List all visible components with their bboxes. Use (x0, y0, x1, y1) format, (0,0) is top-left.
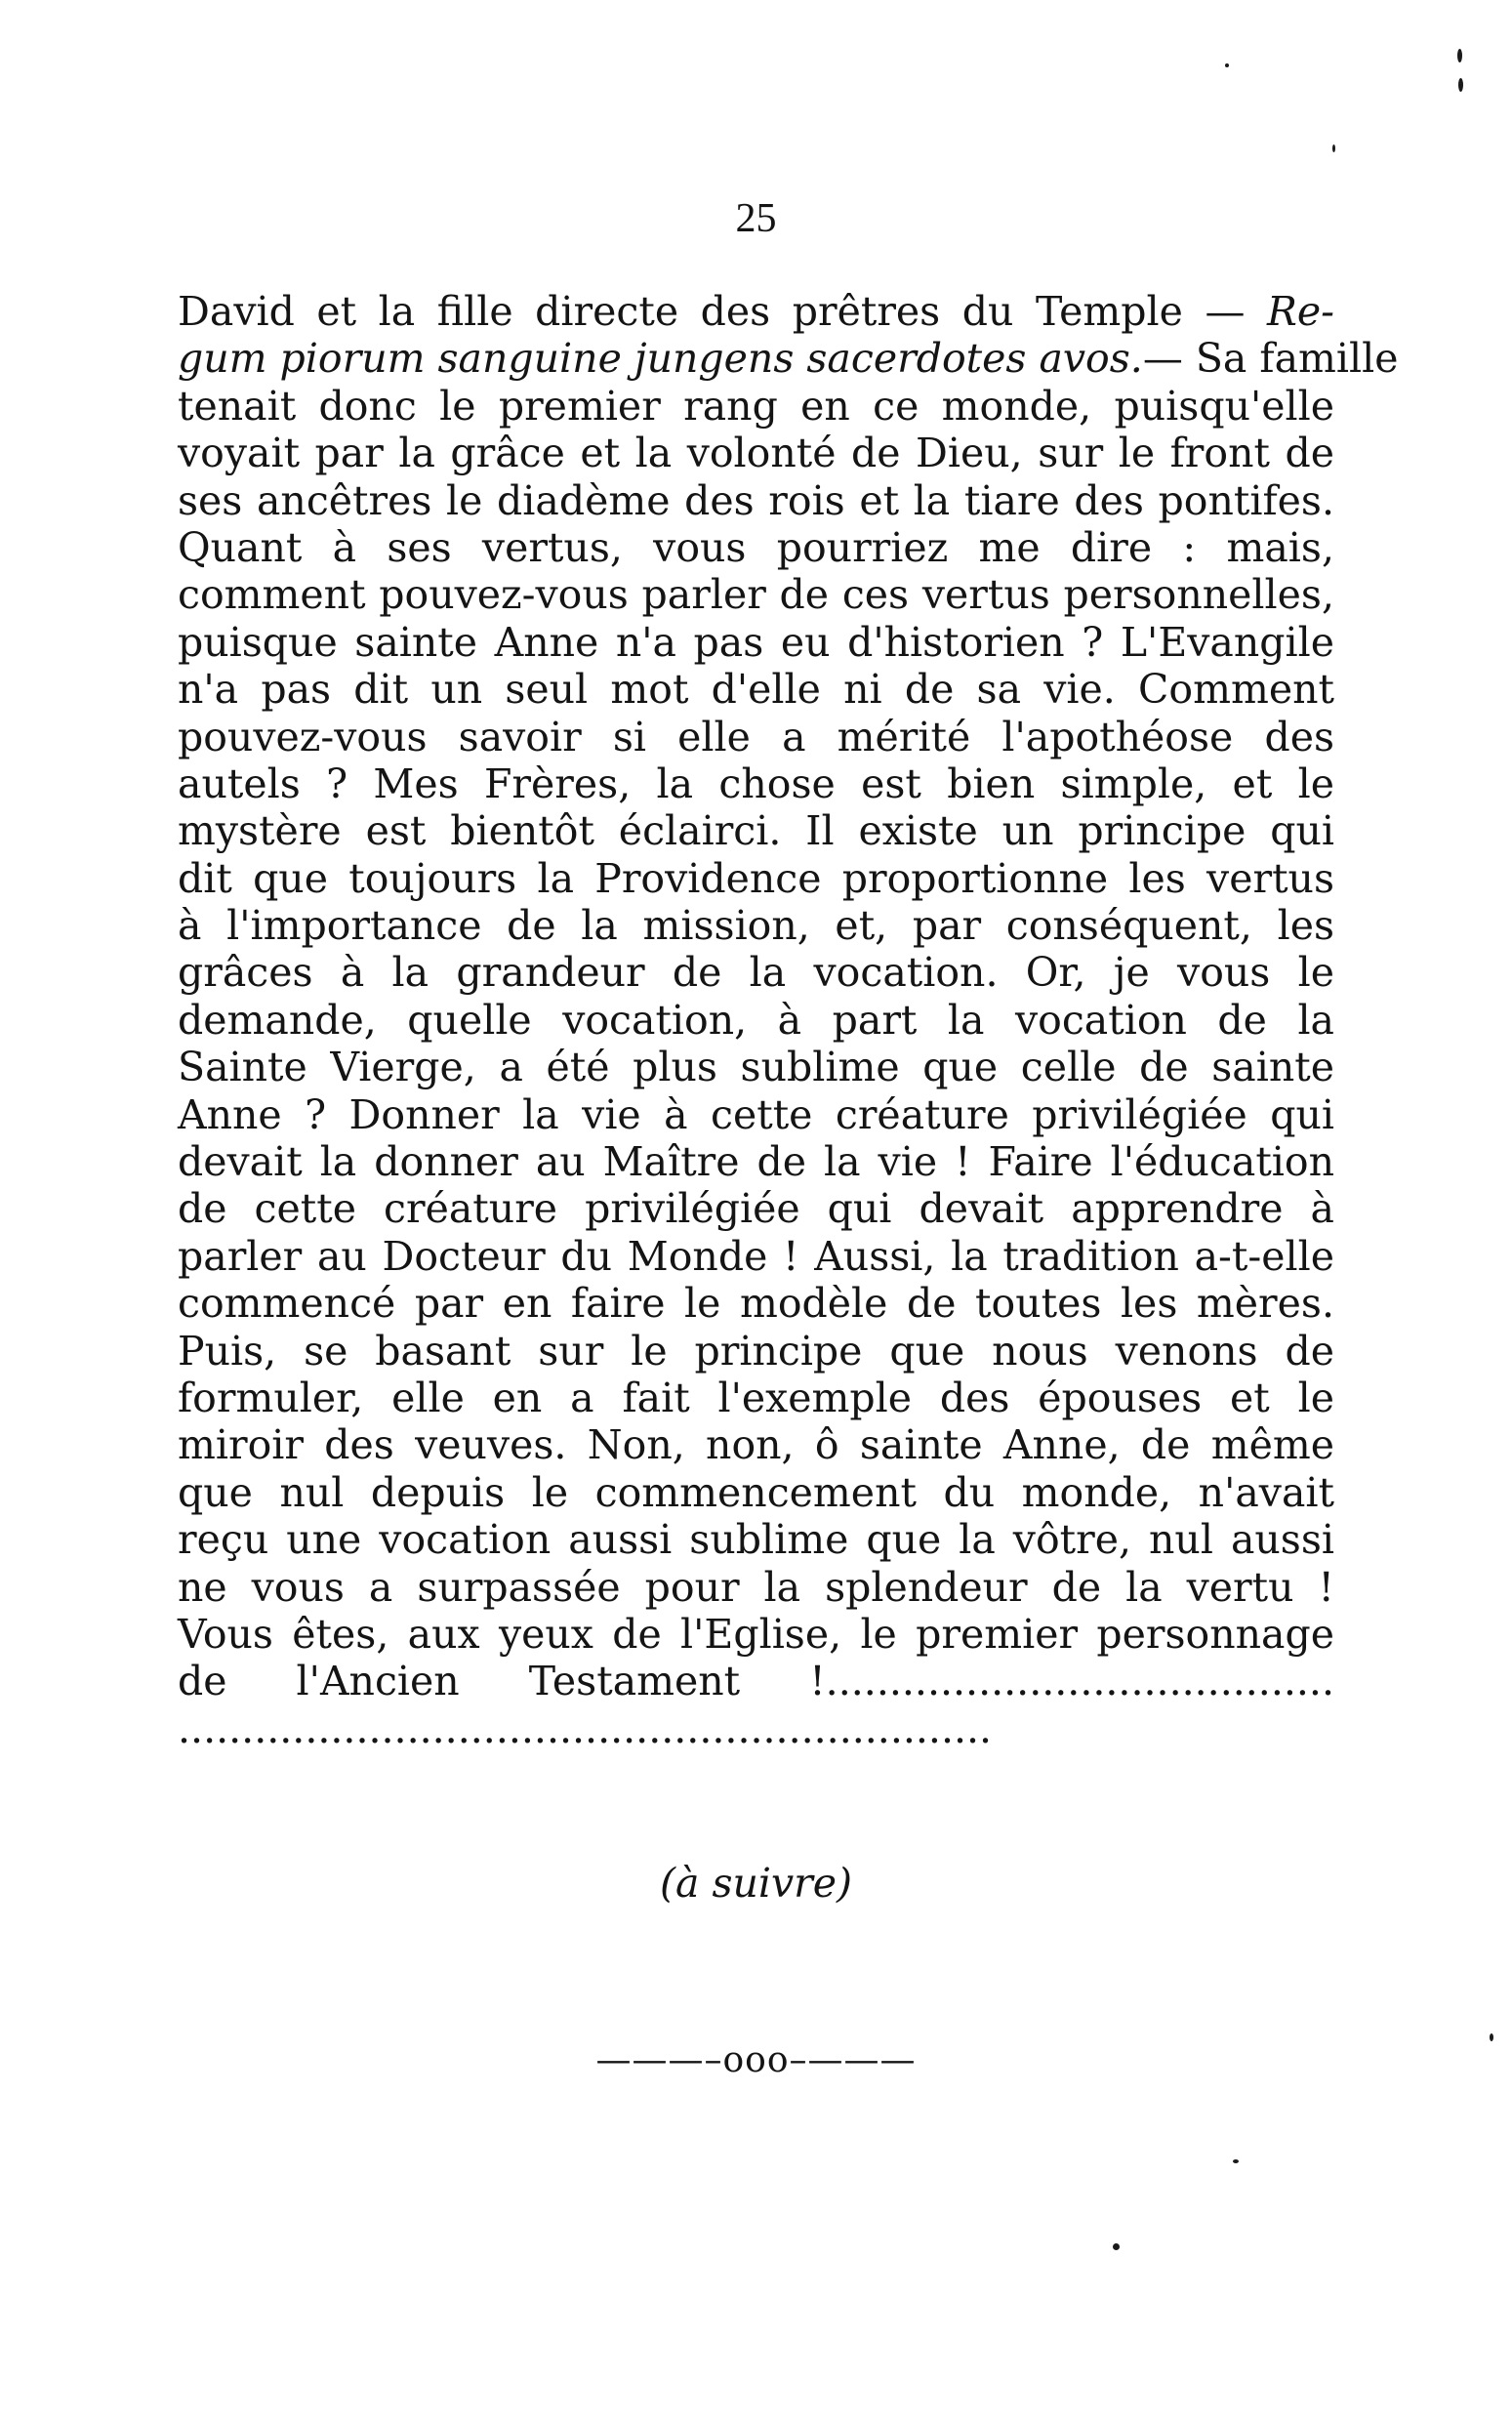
text-line-25: miroir des veuves. Non, non, ô sainte Anne, de même (178, 1421, 1334, 1469)
text-line-12: mystère est bientôt éclairci. Il existe un principe qui (178, 807, 1334, 855)
text-line-19: devait la donner au Maître de la vie ! Faire l'éducation (178, 1138, 1334, 1186)
text-line-28: ne vous a surpassée pour la splendeur de la vertu ! (178, 1563, 1334, 1611)
text-line-18: Anne ? Donner la vie à cette créature privilégiée qui (178, 1090, 1334, 1138)
text-line-10: pouvez-vous savoir si elle a mérité l'apothéose des (178, 713, 1334, 760)
text-line-1-italic: Re- (1267, 288, 1334, 335)
scan-speck (1332, 144, 1335, 152)
text-line-2 (178, 335, 1399, 383)
text-line-17: Sainte Vierge, a été plus sublime que celle de sainte (178, 1044, 1334, 1091)
text-line-5: ses ancêtres le diadème des rois et la tiare des pontifes. (178, 476, 1334, 524)
text-line-13: dit que toujours la Providence proportionne les vertus (178, 854, 1334, 902)
text-line-14: à l'importance de la mission, et, par conséquent, les (178, 902, 1334, 950)
text-line-11: autels ? Mes Frères, la chose est bien simple, et le (178, 759, 1334, 807)
text-line-30: de l'Ancien Testament !........................................ (178, 1658, 1334, 1705)
text-line-4: voyait par la grâce et la volonté de Dieu, sur le front de (178, 430, 1334, 477)
text-line-20: de cette créature privilégiée qui devait apprendre à (178, 1185, 1334, 1233)
to-be-continued: (à suivre) (659, 1860, 853, 1907)
text-line-21: parler au Docteur du Monde ! Aussi, la tradition a-t-elle (178, 1232, 1334, 1280)
end-ornament: ———–ooo–——— (595, 2040, 917, 2080)
text-line-22: commencé par en faire le modèle de toutes les mères. (178, 1280, 1334, 1328)
scan-speck (1225, 63, 1229, 67)
text-line-27: reçu une vocation aussi sublime que la vôtre, nul aussi (178, 1516, 1334, 1564)
text-line-2-roman: — Sa famille (1142, 335, 1399, 383)
scan-speck (1113, 2243, 1120, 2250)
scan-speck (1233, 2159, 1239, 2163)
scan-speck (1457, 49, 1462, 62)
text-line-15: grâces à la grandeur de la vocation. Or, je vous le (178, 949, 1334, 997)
text-line-1-roman: David et la fille directe des prêtres du Temple — (178, 288, 1267, 335)
text-line-31-dotted-leader: ................................................................ (178, 1704, 993, 1752)
text-line-29: Vous êtes, aux yeux de l'Eglise, le premier personnage (178, 1610, 1334, 1658)
text-line-26: que nul depuis le commencement du monde, n'avait (178, 1468, 1334, 1516)
text-line-23: Puis, se basant sur le principe que nous venons de (178, 1327, 1334, 1375)
body-text (178, 288, 1399, 1752)
text-line-16: demande, quelle vocation, à part la vocation de la (178, 996, 1334, 1044)
text-line-2-italic: gum piorum sanguine jungens sacerdotes avos. (178, 335, 1143, 383)
text-line-8: puisque sainte Anne n'a pas eu d'historien ? L'Evangile (178, 618, 1334, 666)
scan-speck (1458, 78, 1463, 92)
text-line-1 (178, 288, 1334, 335)
text-line-7: comment pouvez-vous parler de ces vertus personnelles, (178, 571, 1334, 619)
text-line-24: formuler, elle en a fait l'exemple des épouses et le (178, 1374, 1334, 1421)
text-line-3: tenait donc le premier rang en ce monde, puisqu'elle (178, 382, 1334, 430)
scan-speck (1490, 2033, 1493, 2041)
text-line-6: Quant à ses vertus, vous pourriez me dire : mais, (178, 523, 1334, 571)
text-line-9: n'a pas dit un seul mot d'elle ni de sa vie. Comment (178, 666, 1334, 714)
page-number: 25 (735, 196, 777, 241)
